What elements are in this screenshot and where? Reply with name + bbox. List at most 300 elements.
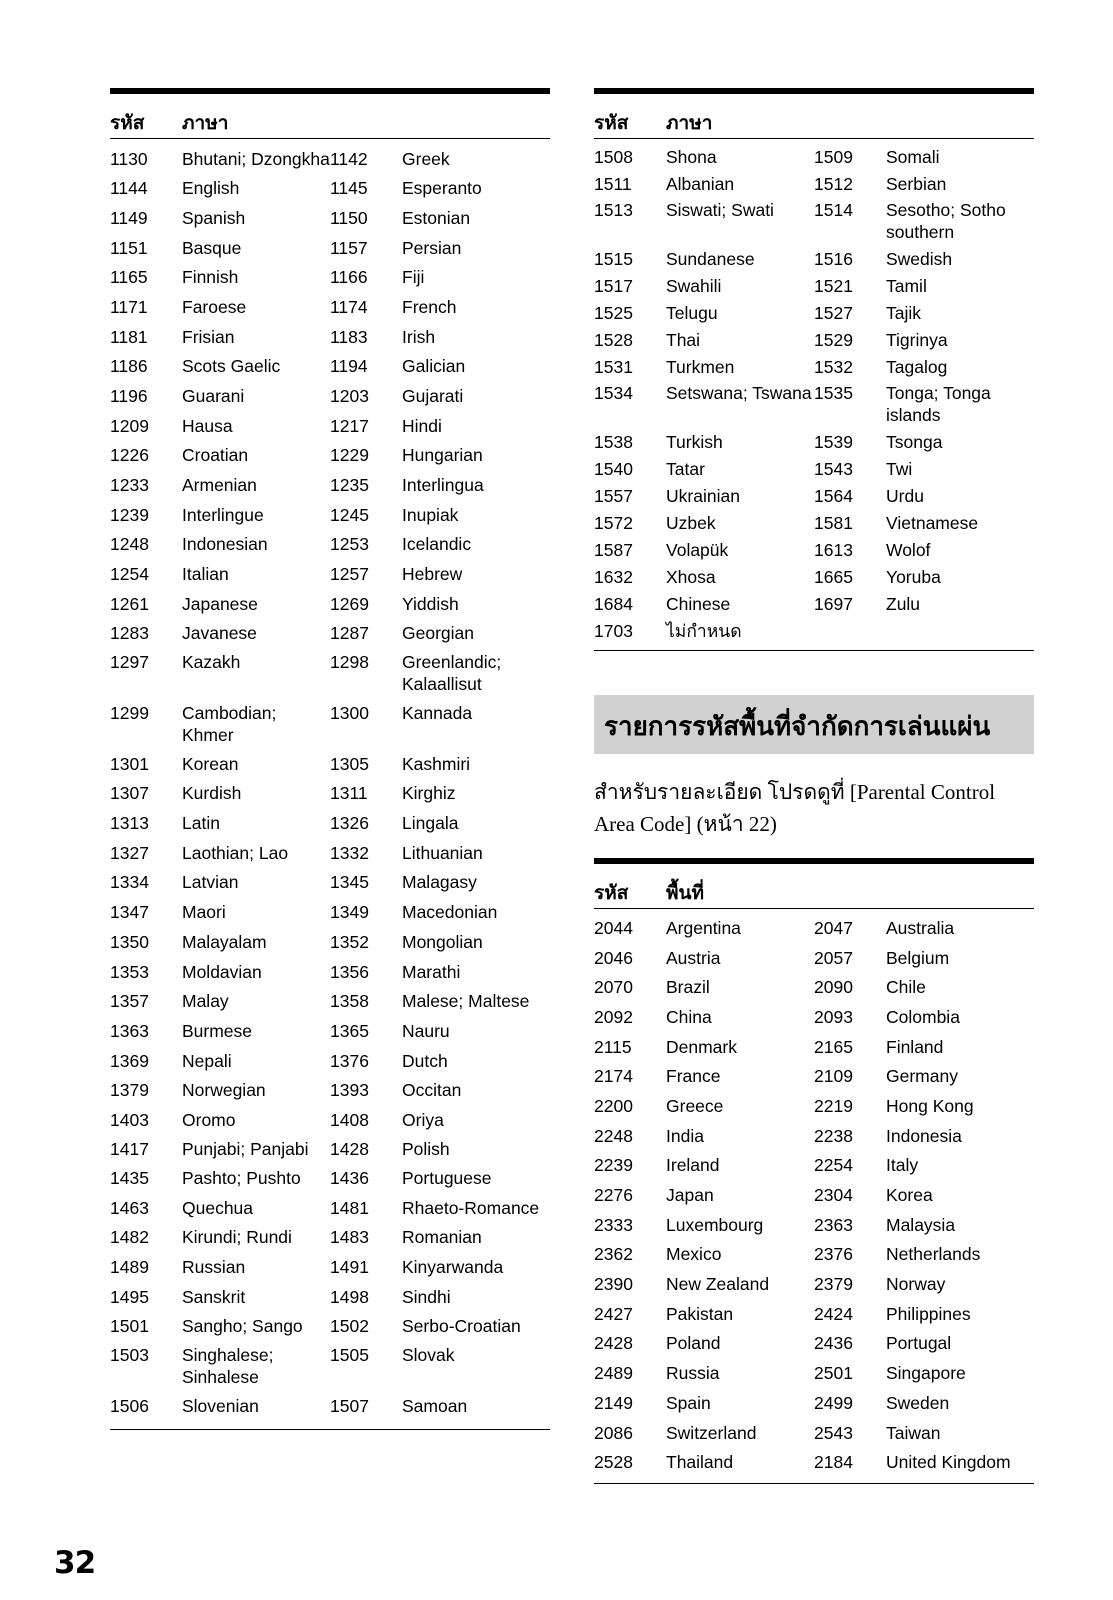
code-cell: 1363 — [110, 1020, 149, 1041]
code-cell: 1376 — [330, 1050, 369, 1071]
table-row — [110, 411, 550, 441]
table-row — [110, 1341, 550, 1391]
name-cell: Finland — [886, 1036, 944, 1057]
table-row — [110, 838, 550, 868]
name-cell: Norway — [886, 1274, 946, 1295]
name-cell: Spain — [666, 1392, 711, 1413]
table-row — [110, 1075, 550, 1105]
name-cell: Swedish — [886, 248, 953, 269]
code-cell: 1283 — [110, 623, 149, 644]
name-cell: Icelandic — [402, 534, 472, 555]
code-cell: 1186 — [110, 356, 148, 377]
name-cell: Japanese — [182, 593, 258, 614]
name-cell: Tsonga — [886, 431, 943, 452]
name-cell: Samoan — [402, 1396, 468, 1417]
name-cell: Malay — [182, 991, 229, 1012]
name-cell: Argentina — [666, 917, 741, 938]
name-cell: English — [182, 178, 240, 199]
name-cell: Setswana; Tswana — [666, 383, 812, 403]
code-cell: 1233 — [110, 475, 149, 495]
name-cell: Greenlandic; Kalaallisut — [402, 652, 502, 695]
area-code-table — [594, 858, 1034, 1484]
code-cell: 1512 — [814, 173, 853, 194]
code-cell: 2044 — [594, 917, 633, 938]
code-cell: 1144 — [110, 178, 148, 199]
table-row — [110, 559, 550, 589]
name-cell: Slovenian — [182, 1396, 259, 1417]
section-title: รายการรหัสพื้นที่จำกัดการเล่นแผ่น — [604, 712, 991, 742]
code-cell: 1632 — [594, 566, 633, 587]
table-row — [594, 913, 1034, 943]
header-area: พื้นที่ — [666, 882, 705, 904]
name-cell: Australia — [886, 917, 955, 938]
table-row — [110, 322, 550, 352]
code-cell: 1217 — [330, 415, 369, 436]
name-cell: Latin — [182, 813, 220, 834]
name-cell: Mexico — [666, 1244, 722, 1265]
code-cell: 1505 — [330, 1345, 369, 1366]
table-body — [594, 139, 1034, 651]
table-row — [110, 868, 550, 898]
header-language: ภาษา — [666, 112, 713, 134]
language-code-table-right — [594, 88, 1034, 651]
name-cell: Russian — [182, 1256, 246, 1277]
name-cell: Croatian — [182, 445, 249, 466]
table-body — [594, 909, 1034, 1484]
code-cell: 1253 — [330, 534, 369, 555]
code-cell: 1517 — [594, 275, 633, 296]
table-row — [110, 1193, 550, 1223]
code-cell: 1350 — [110, 931, 149, 952]
code-cell: 1298 — [330, 652, 369, 673]
name-cell: Poland — [666, 1333, 721, 1354]
code-cell: 1403 — [110, 1109, 149, 1130]
code-cell: 2304 — [814, 1185, 853, 1206]
name-cell: Oriya — [402, 1109, 444, 1130]
code-cell: 1463 — [110, 1197, 149, 1218]
name-cell: Fiji — [402, 267, 425, 288]
name-cell: Indonesian — [182, 534, 268, 555]
table-row — [110, 470, 550, 500]
code-cell: 1269 — [330, 593, 369, 614]
code-cell: 1297 — [110, 652, 149, 673]
name-cell: Somali — [886, 146, 940, 167]
table-row — [594, 143, 1034, 170]
name-cell: Pashto; Pushto — [182, 1167, 301, 1188]
table-header — [594, 94, 1034, 139]
table-row — [110, 1046, 550, 1076]
name-cell: Hong Kong — [886, 1095, 974, 1116]
name-cell: Lingala — [402, 813, 459, 834]
code-cell: 2276 — [594, 1185, 633, 1206]
code-cell: 1502 — [330, 1316, 369, 1337]
code-cell: 1509 — [814, 146, 853, 167]
code-cell: 1684 — [594, 593, 633, 614]
name-cell: Burmese — [182, 1020, 253, 1041]
name-cell: Inupiak — [402, 504, 459, 525]
table-row — [594, 617, 1034, 644]
code-cell: 2165 — [814, 1036, 853, 1057]
code-cell: 1531 — [594, 356, 633, 377]
table-row — [110, 145, 550, 173]
code-cell: 1516 — [814, 248, 853, 269]
name-cell: Georgian — [402, 623, 474, 644]
name-cell: Cambodian; Khmer — [182, 702, 277, 745]
name-cell: Dutch — [402, 1050, 448, 1071]
name-cell: Yiddish — [402, 593, 459, 614]
table-row — [110, 440, 550, 470]
table-row — [594, 972, 1034, 1002]
code-cell: 1358 — [330, 991, 369, 1012]
name-cell: Maori — [182, 902, 226, 923]
right-column — [594, 88, 1034, 1484]
code-cell: 1326 — [330, 813, 369, 834]
code-cell: 2109 — [814, 1066, 853, 1087]
code-cell: 1235 — [330, 475, 369, 495]
name-cell: Kashmiri — [402, 753, 471, 774]
code-cell: 1166 — [330, 267, 368, 288]
code-cell: 1393 — [330, 1080, 369, 1101]
code-cell: 1539 — [814, 431, 853, 452]
name-cell: Armenian — [182, 475, 257, 495]
code-cell: 1529 — [814, 329, 853, 350]
code-cell: 1353 — [110, 961, 149, 982]
code-cell: 2174 — [594, 1066, 633, 1087]
code-cell: 1543 — [814, 458, 853, 479]
name-cell: Colombia — [886, 1006, 960, 1027]
header-code: รหัส — [110, 112, 145, 134]
name-cell: Sanskrit — [182, 1286, 246, 1307]
code-cell: 1369 — [110, 1050, 149, 1071]
code-cell: 2115 — [594, 1036, 632, 1057]
name-cell: Albanian — [666, 173, 735, 194]
code-cell: 2238 — [814, 1125, 853, 1146]
code-cell: 1495 — [110, 1286, 149, 1307]
code-cell: 2363 — [814, 1214, 853, 1235]
table-row — [594, 326, 1034, 353]
table-row — [110, 1282, 550, 1312]
name-cell: Javanese — [182, 623, 257, 644]
code-cell: 2093 — [814, 1006, 853, 1027]
name-cell: Switzerland — [666, 1422, 757, 1443]
name-cell: Netherlands — [886, 1244, 981, 1265]
code-cell: 1254 — [110, 564, 149, 585]
code-cell: 2362 — [594, 1244, 633, 1265]
name-cell: Zulu — [886, 593, 921, 614]
code-cell: 1345 — [330, 872, 369, 893]
name-cell — [886, 620, 1034, 642]
table-row — [110, 808, 550, 838]
code-cell: 1428 — [330, 1138, 369, 1159]
name-cell: Mongolian — [402, 931, 483, 952]
name-cell: Polish — [402, 1138, 450, 1159]
name-cell: Tigrinya — [886, 329, 948, 350]
code-cell: 1572 — [594, 512, 633, 533]
table-row — [110, 292, 550, 322]
name-cell: Scots Gaelic — [182, 356, 281, 377]
code-cell: 1174 — [330, 296, 368, 317]
name-cell: Thailand — [666, 1452, 734, 1473]
table-row — [594, 1151, 1034, 1181]
header-language: ภาษา — [182, 112, 229, 134]
name-cell: Marathi — [402, 961, 461, 982]
code-cell: 2254 — [814, 1155, 853, 1176]
name-cell: Wolof — [886, 539, 931, 560]
name-cell: Estonian — [402, 207, 471, 228]
code-cell: 2436 — [814, 1333, 853, 1354]
name-cell: French — [402, 296, 457, 317]
code-cell: 1379 — [110, 1080, 149, 1101]
code-cell: 1491 — [330, 1256, 369, 1277]
name-cell: Thai — [666, 329, 701, 350]
code-cell: 1347 — [110, 902, 149, 923]
name-cell: India — [666, 1125, 704, 1146]
table-row — [594, 1299, 1034, 1329]
code-cell: 1535 — [814, 383, 853, 403]
table-row — [594, 1358, 1034, 1388]
name-cell: Esperanto — [402, 178, 482, 199]
table-row — [110, 381, 550, 411]
code-cell: 1142 — [330, 149, 368, 170]
code-cell: 2390 — [594, 1274, 633, 1295]
name-cell: Malaysia — [886, 1214, 956, 1235]
code-cell: 2057 — [814, 947, 853, 968]
name-cell: Xhosa — [666, 566, 716, 587]
name-cell: Sundanese — [666, 248, 755, 269]
code-cell: 1165 — [110, 267, 148, 288]
table-row — [110, 1016, 550, 1046]
code-cell: 1525 — [594, 302, 633, 323]
code-cell: 2489 — [594, 1363, 633, 1384]
name-cell: Portugal — [886, 1333, 952, 1354]
name-cell: Rhaeto-Romance — [402, 1197, 540, 1218]
table-row — [110, 619, 550, 649]
code-cell: 2086 — [594, 1422, 633, 1443]
name-cell: Pakistan — [666, 1303, 734, 1324]
code-cell: 2379 — [814, 1274, 853, 1295]
name-cell: Punjabi; Panjabi — [182, 1138, 309, 1159]
code-cell: 1130 — [110, 149, 148, 170]
table-row — [110, 351, 550, 381]
name-cell: Hausa — [182, 415, 233, 436]
table-row — [110, 1312, 550, 1342]
name-cell: ไม่กำหนด — [666, 620, 742, 641]
name-cell: Persian — [402, 237, 462, 258]
code-cell: 1436 — [330, 1167, 369, 1188]
table-row — [594, 1418, 1034, 1448]
name-cell: Taiwan — [886, 1422, 941, 1443]
table-body — [110, 139, 550, 1430]
name-cell: Kirghiz — [402, 783, 456, 804]
code-cell: 1581 — [814, 512, 853, 533]
code-cell: 1307 — [110, 783, 149, 804]
code-cell: 1506 — [110, 1396, 149, 1417]
name-cell: Romanian — [402, 1227, 482, 1248]
name-cell: Finnish — [182, 267, 239, 288]
table-row — [594, 563, 1034, 590]
code-cell: 1226 — [110, 445, 149, 466]
code-cell: 2376 — [814, 1244, 853, 1265]
code-cell: 1300 — [330, 702, 369, 723]
name-cell: Sindhi — [402, 1286, 451, 1307]
table-row — [594, 380, 1034, 428]
table-row — [594, 482, 1034, 509]
name-cell: Twi — [886, 458, 913, 479]
code-cell: 1532 — [814, 356, 853, 377]
code-cell: 2499 — [814, 1392, 853, 1413]
name-cell: Occitan — [402, 1080, 462, 1101]
name-cell: Kinyarwanda — [402, 1256, 504, 1277]
code-cell: 1527 — [814, 302, 853, 323]
name-cell: Ukrainian — [666, 485, 740, 506]
table-row — [110, 1222, 550, 1252]
table-row — [594, 1240, 1034, 1270]
code-cell — [814, 620, 886, 642]
code-cell: 1150 — [330, 207, 368, 228]
code-cell: 1534 — [594, 383, 633, 403]
code-cell: 1665 — [814, 566, 853, 587]
code-cell: 1515 — [594, 248, 633, 269]
code-cell: 2047 — [814, 917, 853, 938]
name-cell: Basque — [182, 237, 242, 258]
table-row — [594, 536, 1034, 563]
name-cell: Kurdish — [182, 783, 242, 804]
name-cell: Interlingue — [182, 504, 264, 525]
name-cell: Russia — [666, 1363, 720, 1384]
code-cell: 1327 — [110, 842, 149, 863]
code-cell: 2070 — [594, 977, 633, 998]
name-cell: Tonga; Tonga islands — [886, 383, 991, 425]
name-cell: Singapore — [886, 1363, 966, 1384]
header-code: รหัส — [594, 882, 629, 904]
name-cell: Germany — [886, 1066, 958, 1087]
name-cell: Tajik — [886, 302, 922, 323]
code-cell: 1703 — [594, 620, 633, 641]
name-cell: Sesotho; Sotho southern — [886, 200, 1006, 242]
table-row — [110, 648, 550, 698]
code-cell: 1248 — [110, 534, 149, 555]
name-cell: Philippines — [886, 1303, 971, 1324]
name-cell: Moldavian — [182, 961, 262, 982]
name-cell: Serbo-Croatian — [402, 1316, 521, 1337]
code-cell: 1157 — [330, 237, 368, 258]
code-cell: 2149 — [594, 1392, 633, 1413]
code-cell: 1514 — [814, 200, 853, 220]
table-row — [110, 1252, 550, 1282]
name-cell: Interlingua — [402, 475, 484, 495]
code-cell: 1301 — [110, 753, 149, 774]
table-row — [594, 1002, 1034, 1032]
code-cell: 1513 — [594, 200, 633, 220]
name-cell: Turkmen — [666, 356, 735, 377]
name-cell: Ireland — [666, 1155, 720, 1176]
code-cell: 1209 — [110, 415, 149, 436]
name-cell: Malagasy — [402, 872, 477, 893]
name-cell: Guarani — [182, 385, 245, 406]
table-row — [110, 897, 550, 927]
section-heading-box — [594, 695, 1034, 754]
name-cell: Singhalese; Sinhalese — [182, 1345, 274, 1388]
code-cell: 1503 — [110, 1345, 149, 1366]
name-cell: Chile — [886, 977, 926, 998]
name-cell: Vietnamese — [886, 512, 979, 533]
table-row — [594, 197, 1034, 245]
code-cell: 2184 — [814, 1452, 853, 1473]
code-cell: 1149 — [110, 207, 148, 228]
table-row — [594, 1180, 1034, 1210]
name-cell: New Zealand — [666, 1274, 770, 1295]
code-cell: 1507 — [330, 1396, 369, 1417]
code-cell: 1613 — [814, 539, 853, 560]
code-cell: 1245 — [330, 504, 369, 525]
name-cell: Nepali — [182, 1050, 232, 1071]
code-cell: 2219 — [814, 1095, 853, 1116]
language-code-table-left — [110, 88, 550, 1430]
name-cell: Turkish — [666, 431, 723, 452]
table-row — [594, 1032, 1034, 1062]
name-cell: Bhutani; Dzongkha — [182, 149, 330, 170]
name-cell: Tamil — [886, 275, 927, 296]
code-cell: 1239 — [110, 504, 149, 525]
table-row — [594, 272, 1034, 299]
name-cell: Oromo — [182, 1109, 236, 1130]
code-cell: 2248 — [594, 1125, 633, 1146]
table-row — [594, 1091, 1034, 1121]
table-row — [594, 1447, 1034, 1477]
table-row — [110, 173, 550, 203]
name-cell: Italy — [886, 1155, 919, 1176]
name-cell: Japan — [666, 1185, 714, 1206]
name-cell: Spanish — [182, 207, 246, 228]
table-row — [110, 779, 550, 809]
code-cell: 2501 — [814, 1363, 853, 1384]
name-cell: Luxembourg — [666, 1214, 764, 1235]
code-cell: 1229 — [330, 445, 369, 466]
name-cell: Kirundi; Rundi — [182, 1227, 292, 1248]
name-cell: Kazakh — [182, 652, 241, 673]
table-row — [110, 699, 550, 749]
table-row — [594, 1388, 1034, 1418]
code-cell: 1203 — [330, 385, 369, 406]
code-cell: 1287 — [330, 623, 369, 644]
code-cell: 2528 — [594, 1452, 633, 1473]
name-cell: Siswati; Swati — [666, 200, 774, 220]
name-cell: Shona — [666, 146, 717, 167]
name-cell: Austria — [666, 947, 721, 968]
table-row — [594, 170, 1034, 197]
code-cell: 1435 — [110, 1167, 149, 1188]
code-cell: 1305 — [330, 753, 369, 774]
name-cell: Hindi — [402, 415, 442, 436]
code-cell: 1311 — [330, 783, 368, 804]
code-cell: 2239 — [594, 1155, 633, 1176]
code-cell: 2428 — [594, 1333, 633, 1354]
table-row — [594, 943, 1034, 973]
code-cell: 1171 — [110, 296, 148, 317]
name-cell: Swahili — [666, 275, 722, 296]
name-cell: Portuguese — [402, 1167, 492, 1188]
code-cell: 1181 — [110, 326, 148, 347]
table-row — [110, 986, 550, 1016]
code-cell: 2543 — [814, 1422, 853, 1443]
name-cell: Yoruba — [886, 566, 941, 587]
code-cell: 1349 — [330, 902, 369, 923]
code-cell: 1538 — [594, 431, 633, 452]
name-cell: Korean — [182, 753, 239, 774]
table-row — [594, 1269, 1034, 1299]
code-cell: 1564 — [814, 485, 853, 506]
table-row — [594, 455, 1034, 482]
